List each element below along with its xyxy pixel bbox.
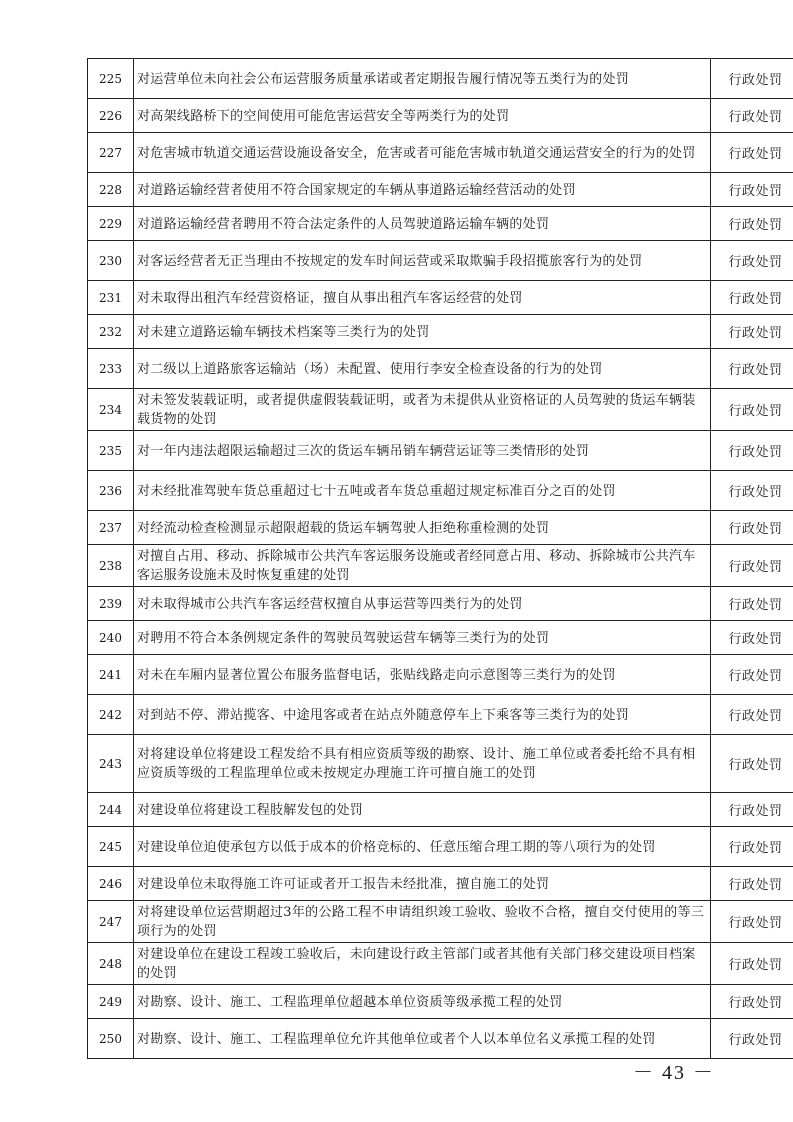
table-row xyxy=(88,99,793,133)
penalty-table xyxy=(87,58,793,1059)
row-number: 229 xyxy=(88,207,134,241)
row-number: 233 xyxy=(88,349,134,389)
item-category: 行政处罚 xyxy=(711,241,793,281)
item-name: 对擅自占用、移动、拆除城市公共汽车客运服务设施或者经同意占用、移动、拆除城市公共汽车客运服务设施未及时恢复重建的处罚 xyxy=(134,545,711,587)
table-row xyxy=(88,241,793,281)
table-row xyxy=(88,655,793,695)
item-name: 对将建设单位运营期超过3年的公路工程不申请组织竣工验收、验收不合格，擅自交付使用的等三项行为的处罚 xyxy=(134,901,711,943)
row-number: 239 xyxy=(88,587,134,621)
item-name: 对建设单位在建设工程竣工验收后，未向建设行政主管部门或者其他有关部门移交建设项目档案的处罚 xyxy=(134,943,711,985)
row-number: 236 xyxy=(88,471,134,511)
table-row xyxy=(88,471,793,511)
table-row xyxy=(88,1019,793,1059)
item-name: 对勘察、设计、施工、工程监理单位允许其他单位或者个人以本单位名义承揽工程的处罚 xyxy=(134,1019,711,1059)
item-name: 对危害城市轨道交通运营设施设备安全，危害或者可能危害城市轨道交通运营安全的行为的处罚 xyxy=(134,133,711,173)
table-row xyxy=(88,793,793,827)
item-category: 行政处罚 xyxy=(711,985,793,1019)
table-row xyxy=(88,349,793,389)
table-row xyxy=(88,133,793,173)
item-category: 行政处罚 xyxy=(711,133,793,173)
item-category: 行政处罚 xyxy=(711,1019,793,1059)
item-name: 对建设单位迫使承包方以低于成本的价格竞标的、任意压缩合理工期的等八项行为的处罚 xyxy=(134,827,711,867)
row-number: 235 xyxy=(88,431,134,471)
row-number: 225 xyxy=(88,59,134,99)
table-row xyxy=(88,695,793,735)
item-name: 对未签发装载证明，或者提供虚假装载证明，或者为未提供从业资格证的人员驾驶的货运车辆装载货物的处罚 xyxy=(134,389,711,431)
row-number: 244 xyxy=(88,793,134,827)
page-number: － 43 － xyxy=(633,1062,715,1084)
table-row xyxy=(88,59,793,99)
table-row xyxy=(88,827,793,867)
table-row xyxy=(88,511,793,545)
item-category: 行政处罚 xyxy=(711,431,793,471)
row-number: 237 xyxy=(88,511,134,545)
table-row xyxy=(88,281,793,315)
table-row xyxy=(88,735,793,793)
row-number: 234 xyxy=(88,389,134,431)
table-row xyxy=(88,173,793,207)
row-number: 247 xyxy=(88,901,134,943)
table-row xyxy=(88,431,793,471)
row-number: 232 xyxy=(88,315,134,349)
row-number: 243 xyxy=(88,735,134,793)
item-name: 对将建设单位将建设工程发给不具有相应资质等级的勘察、设计、施工单位或者委托给不具有相应资质等级的工程监理单位或未按规定办理施工许可擅自施工的处罚 xyxy=(134,735,711,793)
item-category: 行政处罚 xyxy=(711,827,793,867)
item-category: 行政处罚 xyxy=(711,511,793,545)
item-category: 行政处罚 xyxy=(711,349,793,389)
item-category: 行政处罚 xyxy=(711,389,793,431)
item-name: 对运营单位未向社会公布运营服务质量承诺或者定期报告履行情况等五类行为的处罚 xyxy=(134,59,711,99)
item-name: 对建设单位将建设工程肢解发包的处罚 xyxy=(134,793,711,827)
item-category: 行政处罚 xyxy=(711,315,793,349)
item-name: 对经流动检查检测显示超限超载的货运车辆驾驶人拒绝称重检测的处罚 xyxy=(134,511,711,545)
item-name: 对建设单位未取得施工许可证或者开工报告未经批准，擅自施工的处罚 xyxy=(134,867,711,901)
item-category: 行政处罚 xyxy=(711,943,793,985)
table-row xyxy=(88,985,793,1019)
item-name: 对未在车厢内显著位置公布服务监督电话，张贴线路走向示意图等三类行为的处罚 xyxy=(134,655,711,695)
row-number: 250 xyxy=(88,1019,134,1059)
row-number: 238 xyxy=(88,545,134,587)
item-name: 对未取得城市公共汽车客运经营权擅自从事运营等四类行为的处罚 xyxy=(134,587,711,621)
item-category: 行政处罚 xyxy=(711,695,793,735)
item-category: 行政处罚 xyxy=(711,207,793,241)
item-category: 行政处罚 xyxy=(711,59,793,99)
item-name: 对勘察、设计、施工、工程监理单位超越本单位资质等级承揽工程的处罚 xyxy=(134,985,711,1019)
row-number: 242 xyxy=(88,695,134,735)
item-name: 对二级以上道路旅客运输站（场）未配置、使用行李安全检查设备的行为的处罚 xyxy=(134,349,711,389)
row-number: 245 xyxy=(88,827,134,867)
row-number: 230 xyxy=(88,241,134,281)
table-row xyxy=(88,389,793,431)
item-category: 行政处罚 xyxy=(711,621,793,655)
item-name: 对到站不停、滞站揽客、中途甩客或者在站点外随意停车上下乘客等三类行为的处罚 xyxy=(134,695,711,735)
item-category: 行政处罚 xyxy=(711,735,793,793)
item-category: 行政处罚 xyxy=(711,655,793,695)
item-name: 对道路运输经营者聘用不符合法定条件的人员驾驶道路运输车辆的处罚 xyxy=(134,207,711,241)
row-number: 246 xyxy=(88,867,134,901)
item-category: 行政处罚 xyxy=(711,901,793,943)
table-row xyxy=(88,943,793,985)
table-row xyxy=(88,315,793,349)
table-row xyxy=(88,621,793,655)
table-row xyxy=(88,867,793,901)
item-name: 对聘用不符合本条例规定条件的驾驶员驾驶运营车辆等三类行为的处罚 xyxy=(134,621,711,655)
item-name: 对客运经营者无正当理由不按规定的发车时间运营或采取欺骗手段招揽旅客行为的处罚 xyxy=(134,241,711,281)
item-category: 行政处罚 xyxy=(711,545,793,587)
table-row xyxy=(88,207,793,241)
table-row xyxy=(88,901,793,943)
row-number: 249 xyxy=(88,985,134,1019)
item-category: 行政处罚 xyxy=(711,587,793,621)
table-row xyxy=(88,587,793,621)
item-name: 对未建立道路运输车辆技术档案等三类行为的处罚 xyxy=(134,315,711,349)
item-name: 对未经批准驾驶车货总重超过七十五吨或者车货总重超过规定标准百分之百的处罚 xyxy=(134,471,711,511)
table-row xyxy=(88,545,793,587)
row-number: 248 xyxy=(88,943,134,985)
row-number: 228 xyxy=(88,173,134,207)
item-category: 行政处罚 xyxy=(711,173,793,207)
row-number: 226 xyxy=(88,99,134,133)
item-category: 行政处罚 xyxy=(711,471,793,511)
row-number: 231 xyxy=(88,281,134,315)
item-category: 行政处罚 xyxy=(711,867,793,901)
item-name: 对未取得出租汽车经营资格证，擅自从事出租汽车客运经营的处罚 xyxy=(134,281,711,315)
item-name: 对一年内违法超限运输超过三次的货运车辆吊销车辆营运证等三类情形的处罚 xyxy=(134,431,711,471)
row-number: 240 xyxy=(88,621,134,655)
item-name: 对高架线路桥下的空间使用可能危害运营安全等两类行为的处罚 xyxy=(134,99,711,133)
item-category: 行政处罚 xyxy=(711,99,793,133)
row-number: 241 xyxy=(88,655,134,695)
item-category: 行政处罚 xyxy=(711,793,793,827)
item-category: 行政处罚 xyxy=(711,281,793,315)
row-number: 227 xyxy=(88,133,134,173)
item-name: 对道路运输经营者使用不符合国家规定的车辆从事道路运输经营活动的处罚 xyxy=(134,173,711,207)
